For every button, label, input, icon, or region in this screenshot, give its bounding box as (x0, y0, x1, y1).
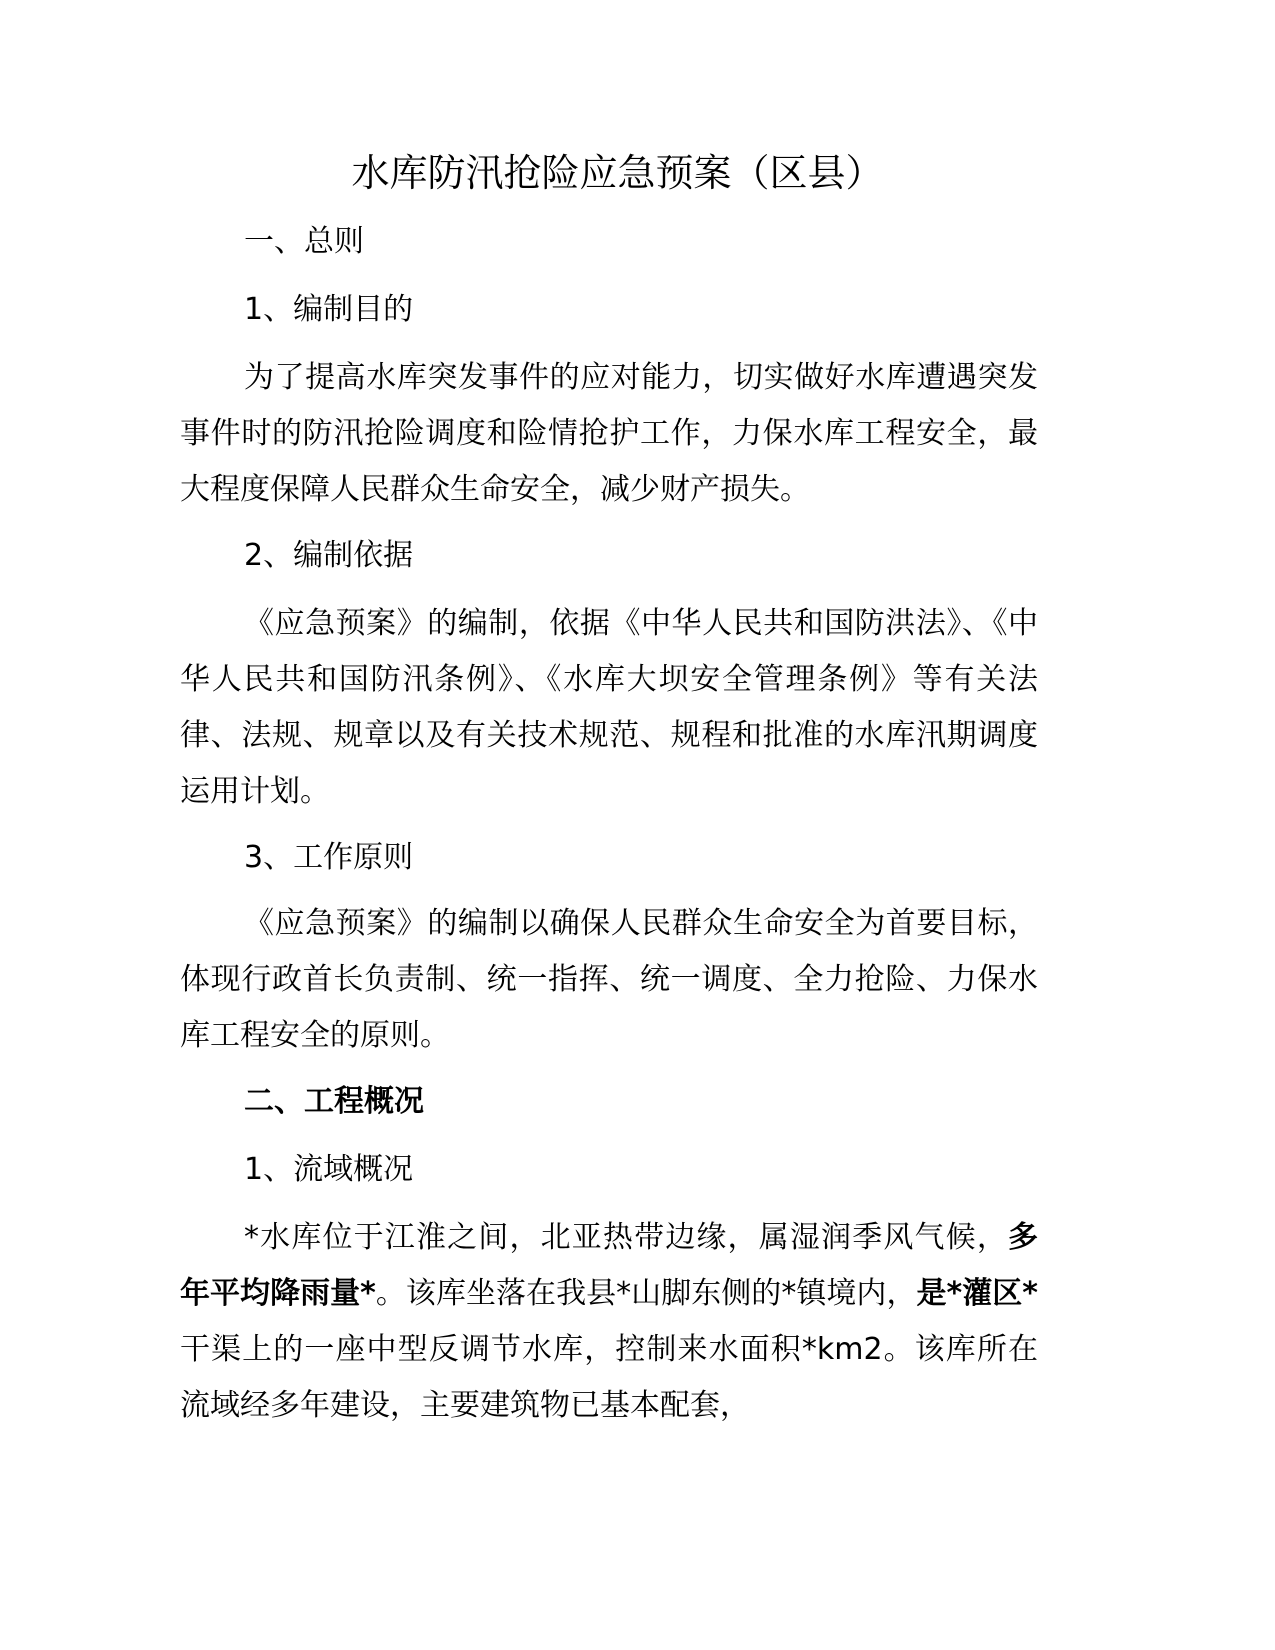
basin-text-bold2: 是*灌区* (916, 1276, 1038, 1311)
basin-text-part2: 。该库坐落在我县*山脚东侧的*镇境内， (375, 1276, 917, 1311)
document-title: 水库防汛抢险应急预案（区县） (351, 151, 884, 195)
subheading-basin: 1、流域概况 (244, 1152, 414, 1187)
paragraph-basis: 《应急预案》的编制，依据《中华人民共和国防洪法》、《中华人民共和国防汛条例》、《水库大坝安全管理条例》等有关法律、法规、规章以及有关技术规范、规程和批准的水库汛期调度运用计划。 (180, 606, 1038, 809)
section-heading-general: 一、总则 (244, 224, 364, 259)
basin-text-bold1: 多年平均降雨量* (180, 1220, 1038, 1311)
basin-text-part1: *水库位于江淮之间，北亚热带边缘，属湿润季风气候， (244, 1220, 1008, 1255)
paragraph-purpose: 为了提高水库突发事件的应对能力，切实做好水库遭遇突发事件时的防汛抢险调度和险情抢护工作，力保水库工程安全，最大程度保障人民群众生命安全，减少财产损失。 (180, 360, 1038, 507)
paragraph-principles: 《应急预案》的编制以确保人民群众生命安全为首要目标，体现行政首长负责制、统一指挥、统一调度、全力抢险、力保水库工程安全的原则。 (180, 906, 1038, 1053)
subheading-basis: 2、编制依据 (244, 538, 414, 573)
section-heading-overview: 二、工程概况 (244, 1084, 424, 1119)
basin-text-part3: 干渠上的一座中型反调节水库，控制来水面积*km2。该库所在流域经多年建设，主要建筑物已基本配套， (180, 1332, 1038, 1423)
subheading-purpose: 1、编制目的 (244, 292, 414, 327)
paragraph-basin (180, 1210, 1038, 1434)
subheading-principles: 3、工作原则 (244, 840, 414, 875)
